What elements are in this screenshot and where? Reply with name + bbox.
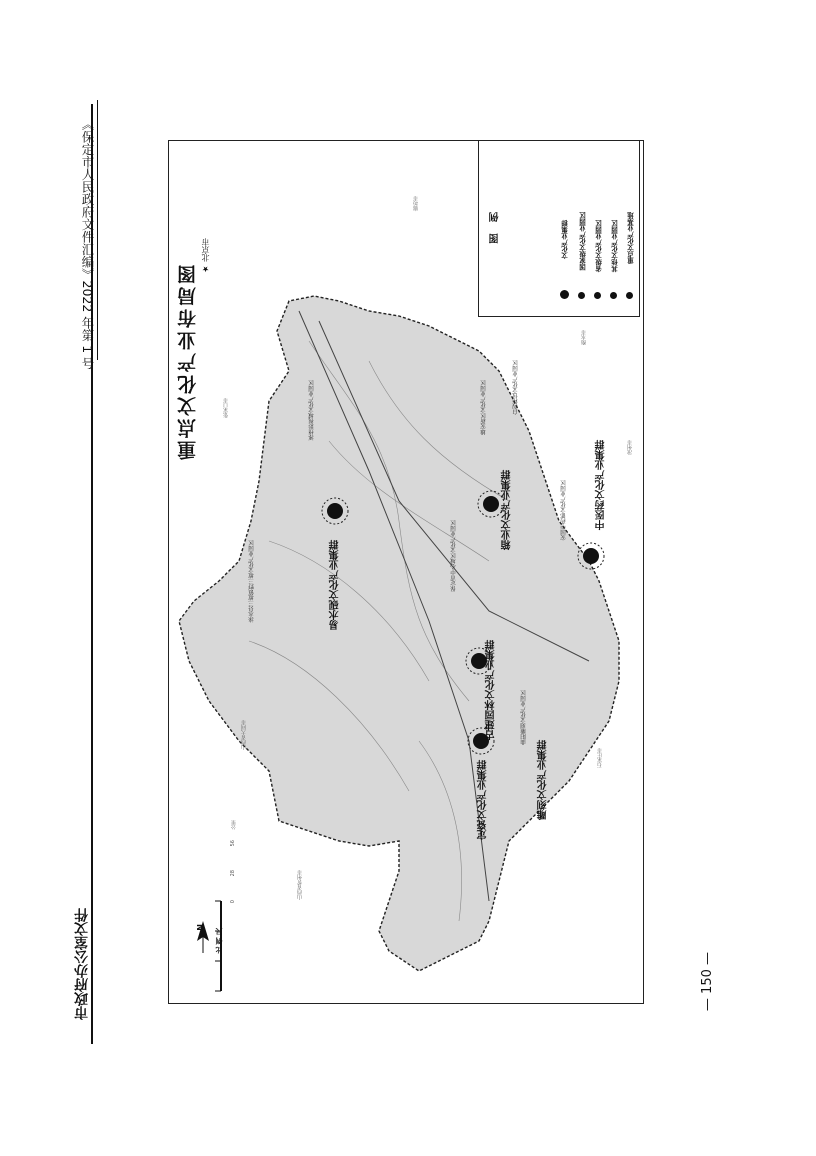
legend-item: 重点文化产业基地 [627,212,635,264]
beijing-label: ★ 北京市 [201,238,210,274]
scale-label: 比 例 尺 [215,928,223,954]
legend-cluster-icon [560,290,569,299]
legend-provincial-park-icon [594,292,601,299]
scale-unit: 公里 [231,820,237,830]
park-label: 曲阳雕刻文化产业园区 [521,690,527,745]
park-label: 安国中药都文化产业园区 [561,480,567,541]
park-label: 涞水县三坡镇野三坡文化产业园区 [249,540,255,623]
north-label: N [196,924,205,931]
neighbor-label: 张家口市 [223,398,229,418]
region-outline [179,296,619,971]
legend-item: 省级文化产业园区 [595,220,603,272]
scale-tick: 56 [230,840,236,847]
cluster-label: 定瓷文化产业集群 [478,760,489,840]
right-header: 《保定市人民政府文件汇编》2022 年第 1 号 [80,118,95,370]
neighbor-label: 山西省忻州市 [297,870,303,900]
left-header: 市政府办公室文件 [74,908,90,1020]
cluster-label: 古建园林文化产业集群 [486,640,497,740]
legend-title: 图 例 [490,208,501,244]
cluster-label: 中医药文化产业集群 [596,440,607,530]
neighbor-label: 山西省大同市 [241,720,247,750]
neighbor-label: 衡水市 [581,330,587,345]
legend-base-icon [626,292,633,299]
cluster-label: 箱业文化产业集群 [502,470,513,550]
header-rule-right [97,100,98,360]
legend-item: 其他文化产业园区 [611,220,619,272]
neighbor-label: 石家庄市 [597,748,603,768]
legend-item: 文化产业集群 [561,220,569,259]
cluster-label: 易水砚文化产业集群 [330,540,341,630]
neighbor-label: 沧州市 [627,440,633,455]
park-label: 保定市中心城区文化产业园区 [451,520,457,592]
park-label: 白沟箱包文化产业园区 [513,360,519,415]
map-title: 重点文化产业布局图 [177,262,199,460]
legend-other-park-icon [610,292,617,299]
legend-national-park-icon [578,292,585,299]
neighbor-label: 廊坊市 [413,196,419,211]
legend-item: 国家级文化产业园区 [579,212,587,271]
park-label: 涿州影视城文化产业园区 [309,380,315,441]
park-label: 雄安新区文化产业园区 [481,380,487,435]
scale-tick: 28 [230,870,236,877]
cluster-label: 雕刻文化产业集群 [538,740,549,820]
scale-tick: 0 [230,900,236,904]
page-number: — 150 — [700,952,715,1012]
